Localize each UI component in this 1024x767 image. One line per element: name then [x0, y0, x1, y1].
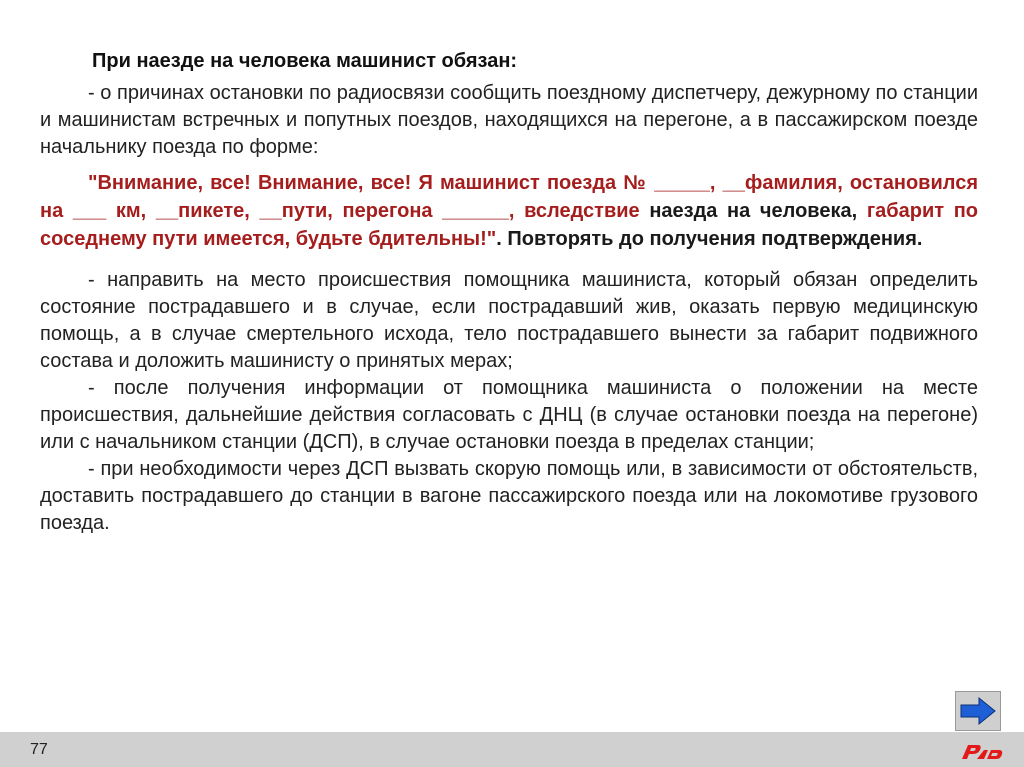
quote-part-1: "Внимание, все! Внимание, все! Я машинист поезда № _____, __фамилия, остановился на ___ км, __пикете, __пути, перегона ______, вследствие [40, 172, 978, 222]
slide-content [40, 46, 978, 537]
paragraph-assistant: - направить на место происшествия помощника машиниста, который обязан определить состояние пострадавшего и в случае, если пострадавший жив, оказать первую медицинскую помощь, а в случае смертельного исхода, тело пострадавшего вынести за габарит подвижного состава и доложить машинисту о принятых мерах; [40, 269, 978, 372]
rzd-logo [958, 739, 1008, 763]
next-slide-button[interactable] [955, 691, 1001, 731]
paragraph-coordination: - после получения информации от помощника машиниста о положении на месте происшествия, дальнейшие действия согласовать с ДНЦ (в случае остановки поезда на перегоне) или с начальником станции (ДСП), в случае остановки поезда в пределах станции; [40, 377, 978, 453]
quote-part-3: габарит по соседнему пути имеется, будьте бдительны!" [40, 200, 978, 250]
slide-heading: При наезде на человека машинист обязан: [92, 50, 518, 72]
arrow-right-icon [959, 696, 997, 726]
quote-part-2: наезда на человека, [639, 200, 867, 222]
footer-bar [0, 732, 1024, 767]
paragraph-ambulance: - при необходимости через ДСП вызвать скорую помощь или, в зависимости от обстоятельств, доставить пострадавшего до станции в вагоне пассажирского поезда или на локомотиве грузового поезда. [40, 458, 978, 534]
paragraph-radio-report: - о причинах остановки по радиосвязи сообщить поездному диспетчеру, дежурному по станции и машинистам встречных и попутных поездов, находящихся на перегоне, а в пассажирском поезде начальнику поезда по форме: [40, 82, 978, 158]
radio-message-quote [40, 169, 978, 253]
page-number: 77 [30, 741, 48, 758]
quote-part-4: . Повторять до получения подтверждения. [496, 228, 923, 250]
